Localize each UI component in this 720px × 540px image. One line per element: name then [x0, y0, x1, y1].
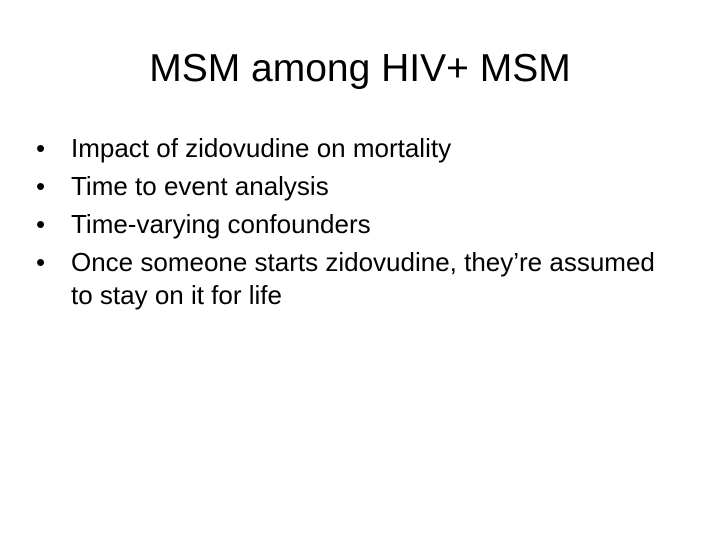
bullet-item [36, 170, 656, 203]
bullet-dot-icon: • [36, 247, 46, 277]
slide-title: MSM among HIV+ MSM [149, 47, 571, 90]
bullet-text: Impact of zidovudine on mortality [71, 133, 452, 163]
bullet-item [36, 246, 656, 312]
bullet-dot-icon: • [36, 171, 46, 201]
bullet-text: Time to event analysis [71, 171, 329, 201]
bullet-item [36, 208, 656, 241]
bullet-dot-icon: • [36, 209, 46, 239]
bullet-text: Time-varying confounders [71, 209, 371, 239]
bullet-list [36, 132, 656, 317]
bullet-dot-icon: • [36, 133, 46, 163]
bullet-text: Once someone starts zidovudine, they’re assumed to stay on it for life [71, 247, 655, 310]
bullet-item [36, 132, 656, 165]
